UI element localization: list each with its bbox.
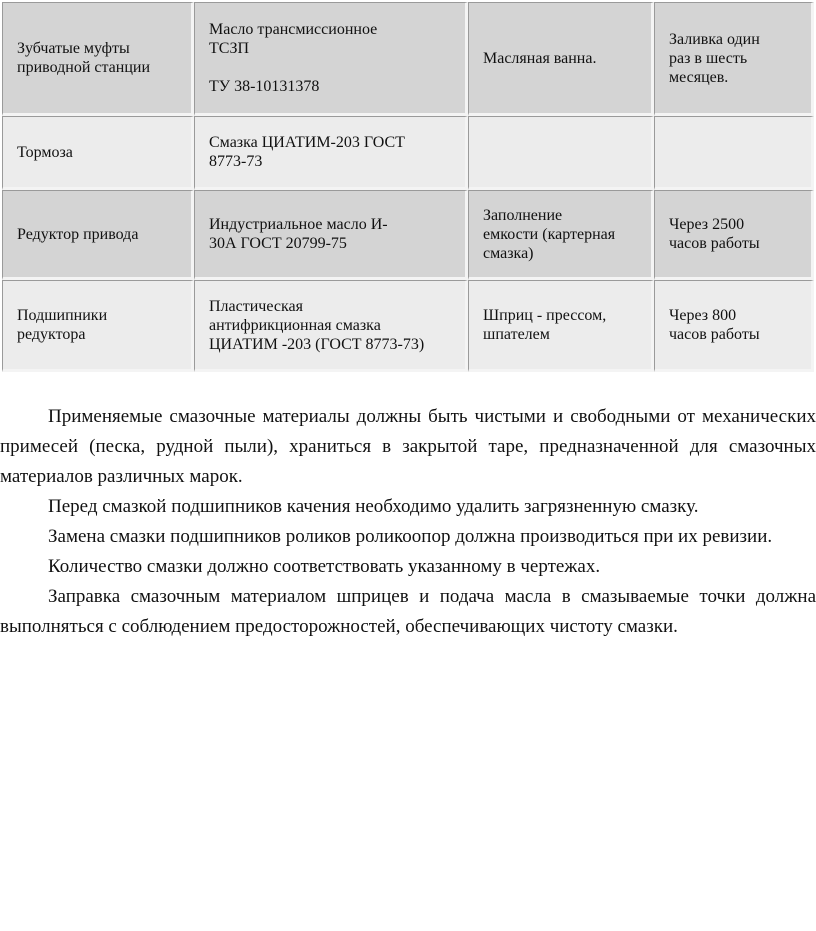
paragraph: Количество смазки должно соответствовать указанному в чертежах.: [48, 556, 601, 577]
table-row: [0, 2, 816, 116]
cell-text: Редуктор привода: [17, 225, 139, 243]
cell-text: Пластическая антифрикционная смазка ЦИАТИМ -203 (ГОСТ 8773-73): [209, 297, 425, 353]
table-cell-interval: [654, 116, 814, 190]
cell-text: Тормоза: [17, 143, 73, 161]
table-cell-component: [2, 116, 194, 190]
paragraph: Заправка смазочным материалом шприцев и подача масла в смазываемые точки должна выполняться с соблюдением предосторожностей, обеспечивающих чистоту смазки.: [0, 586, 816, 637]
lubrication-table: [0, 0, 816, 372]
table-cell-method: [468, 116, 654, 190]
cell-text: Индустриальное масло И- 30А ГОСТ 20799-75: [209, 216, 388, 252]
cell-text: Масло трансмиссионное ТСЗП ТУ 38-10131378: [209, 21, 378, 95]
paragraph: Перед смазкой подшипников качения необходимо удалить загрязненную смазку.: [48, 496, 699, 517]
cell-text: Зубчатые муфты приводной станции: [17, 40, 151, 76]
cell-text: Смазка ЦИАТИМ-203 ГОСТ 8773-73: [209, 134, 405, 170]
cell-text: Заполнение емкости (картерная смазка): [483, 206, 616, 262]
table-cell-interval: [654, 190, 814, 280]
cell-text: Подшипники редуктора: [17, 307, 108, 343]
table-cell-method: [468, 280, 654, 372]
table-cell-lubricant: [194, 116, 468, 190]
table-row: [0, 116, 816, 190]
table-cell-component: [2, 190, 194, 280]
cell-text: Заливка один раз в шесть месяцев.: [669, 30, 760, 86]
body-text: [0, 402, 816, 642]
paragraph: Применяемые смазочные материалы должны быть чистыми и свободными от механических примесей (песка, рудной пыли), храниться в закрытой таре, предназначенной для смазочных материалов различных марок.: [0, 406, 816, 487]
table-row: [0, 190, 816, 280]
table-cell-method: [468, 2, 654, 116]
table-cell-component: [2, 280, 194, 372]
table-cell-lubricant: [194, 280, 468, 372]
cell-text: Через 2500 часов работы: [669, 216, 760, 252]
table-cell-method: [468, 190, 654, 280]
table-cell-lubricant: [194, 2, 468, 116]
table-cell-interval: [654, 2, 814, 116]
table-cell-lubricant: [194, 190, 468, 280]
cell-text: Через 800 часов работы: [669, 307, 760, 343]
table-row: [0, 280, 816, 372]
paragraph: Замена смазки подшипников роликов роликоопор должна производиться при их ревизии.: [48, 526, 773, 547]
cell-text: Шприц - прессом, шпателем: [483, 307, 607, 343]
table-cell-interval: [654, 280, 814, 372]
cell-text: Масляная ванна.: [483, 49, 597, 67]
table-cell-component: [2, 2, 194, 116]
